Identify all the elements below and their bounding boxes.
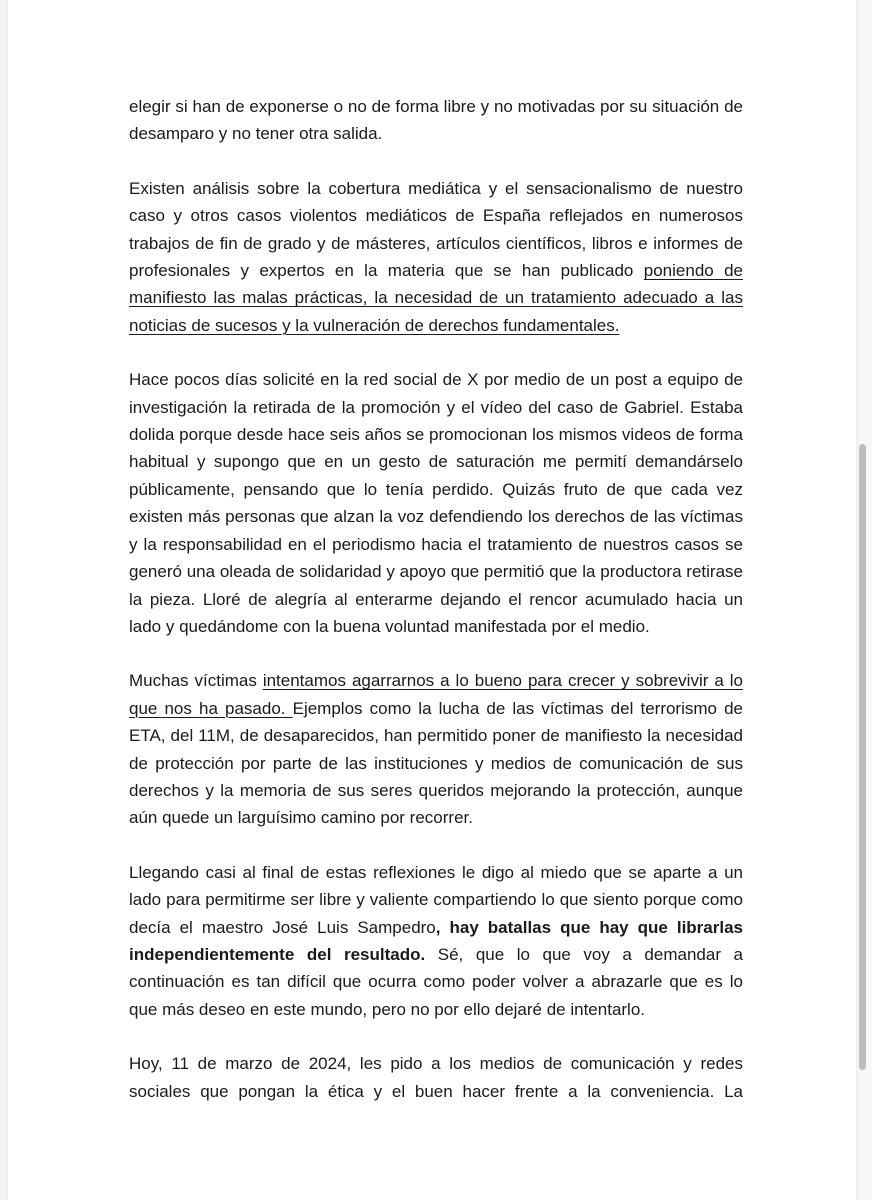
paragraph-6: [129, 1050, 743, 1105]
document-body: [129, 93, 743, 1132]
paragraph-2-underlined-text: poniendo de manifiesto las malas prácticas, la necesidad de un tratamiento adecuado a las noticias de sucesos y la vulneración de derechos fundamentales.: [129, 261, 743, 335]
paragraph-2-text: Existen análisis sobre la cobertura mediática y el sensacionalismo de nuestro caso y otros casos violentos mediáticos de España reflejados en numerosos trabajos de fin de grado y de másteres, artículos científicos, libros e informes de profesionales y expertos en la materia que se han publicado: [129, 178, 743, 281]
paragraph-5-end: Sé, que lo que voy a demandar a continuación es tan difícil que ocurra como poder volver a abrazarle que es lo que más deseo en este mundo, pero no por ello dejaré de intentarlo.: [129, 944, 743, 1019]
paragraph-4-start: Muchas víctimas: [129, 671, 263, 691]
paragraph-4-end: Ejemplos como la lucha de las víctimas del terrorismo de ETA, del 11M, de desaparecidos, han permitido poner de manifiesto la necesidad de protección por parte de las instituciones y medios de comunicación de sus derechos y la memoria de sus seres queridos mejorando la protección, aunque aún quede un larguísimo camino por recorrer.: [129, 698, 744, 828]
paragraph-5: [129, 859, 743, 1023]
paragraph-6-text: Hoy, 11 de marzo de 2024, les pido a los medios de comunicación y redes sociales que pongan la ética y el buen hacer frente a la conveniencia. La: [129, 1054, 743, 1101]
paragraph-1-text: elegir si han de exponerse o no de forma libre y no motivadas por su situación de desamparo y no tener otra salida.: [129, 97, 743, 144]
paragraph-3-text: Hace pocos días solicité en la red social de X por medio de un post a equipo de investigación la retirada de la promoción y el vídeo del caso de Gabriel. Estaba dolida porque desde hace seis años se promocionan los mismos videos de forma habitual y supongo que en un gesto de saturación me permití demandárselo públicamente, pensando que lo tenía perdido. Quizás fruto de que cada vez existen más personas que alzan la voz defendiendo los derechos de las víctimas y la responsabilidad en el periodismo hacia el tratamiento de nuestros casos se generó una oleada de solidaridad y apoyo que permitió que la productora retirase la pieza. Lloré de alegría al enterarme dejando el rencor acumulado hacia un lado y quedándome con la buena voluntad manifestada por el medio.: [129, 370, 743, 636]
paragraph-3: [129, 366, 743, 640]
paragraph-5-bold-quote: , hay batallas que hay que librarlas independientemente del resultado.: [129, 917, 743, 964]
paragraph-4: [129, 667, 743, 831]
paragraph-5-start: Llegando casi al final de estas reflexiones le digo al miedo que se aparte a un lado para permitirme ser libre y valiente compartiendo lo que siento porque como decía el maestro José Luis Sampedro: [129, 862, 743, 937]
paragraph-4-underlined-text: intentamos agarrarnos a lo bueno para crecer y sobrevivir a lo que nos ha pasado.: [129, 671, 744, 718]
scrollbar-thumb[interactable]: [859, 444, 866, 1070]
document-page: [8, 0, 856, 1200]
paragraph-1: [129, 93, 743, 148]
paragraph-2: [129, 175, 743, 339]
